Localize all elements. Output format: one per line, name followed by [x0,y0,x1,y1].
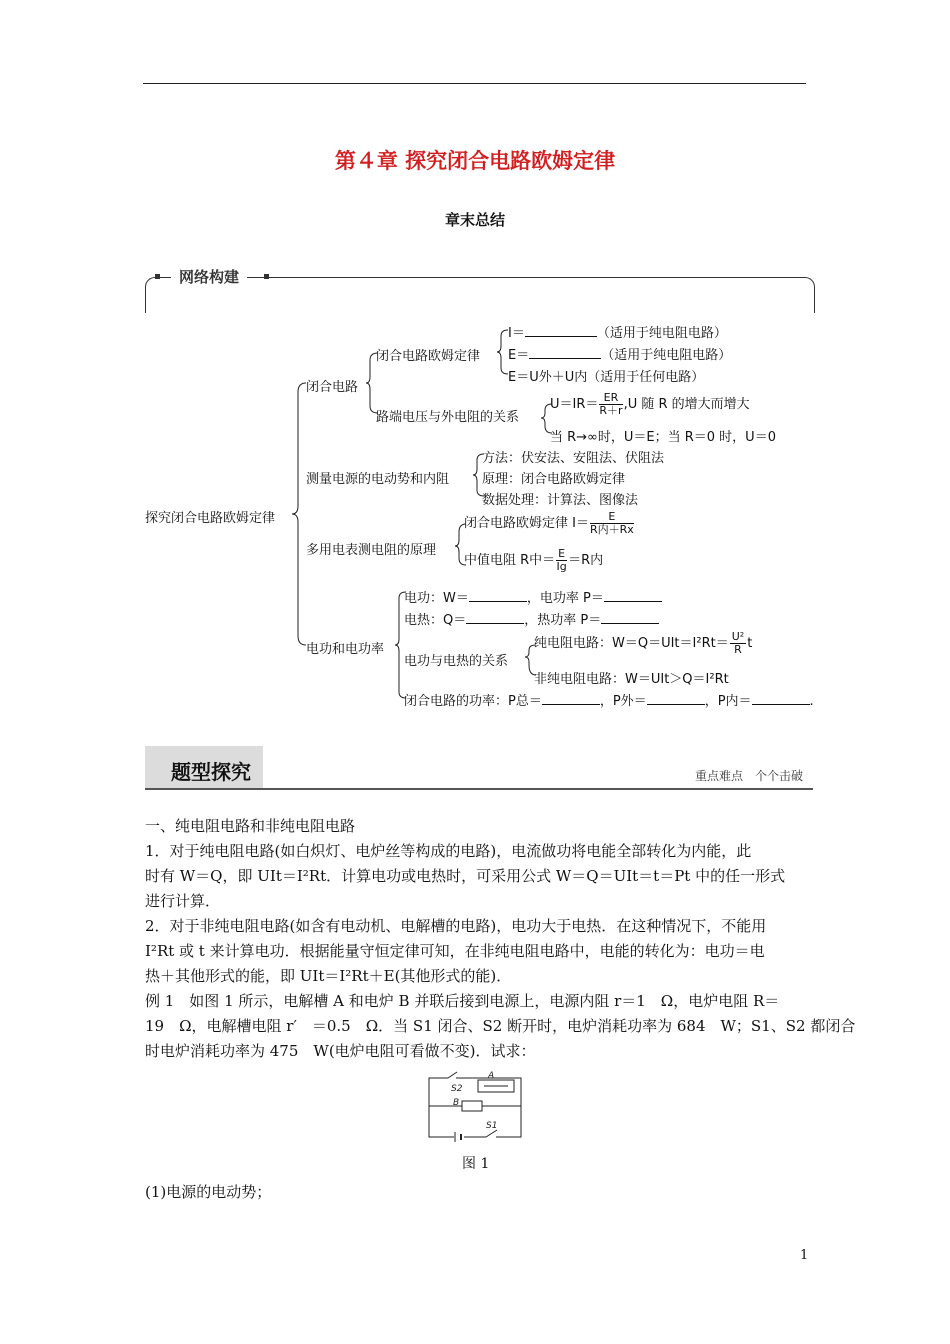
text: ，电功率 P＝ [526,591,604,606]
mindmap-b1-1: 闭合电路欧姆定律 [376,349,481,364]
page-subtitle: 章末总结 [444,211,505,229]
example-line: 时电炉消耗功率为 475 W(电炉电阻可看做不变)．试求： [145,1042,536,1060]
fill-blank[interactable] [525,324,597,337]
fraction [730,631,746,656]
mindmap-b4: 电功和电功率 [306,642,385,657]
mindmap-b1-2-a [550,392,750,417]
mindmap-b2-c: 数据处理：计算法、图像法 [482,493,639,508]
section-rule [145,788,813,790]
circuit-diagram [420,1068,530,1142]
text: 电热：Q＝ [404,613,467,628]
label-a: A [488,1071,495,1081]
paragraph-line: I²Rt 或 t 来计算电功．根据能量守恒定律可知，在非纯电阻电路中，电能的转化为：电功＝电 [145,942,765,960]
fraction [590,511,634,536]
mindmap-b3: 多用电表测电阻的原理 [306,543,437,558]
text: U＝IR＝ [550,397,599,412]
section-tagline: 重点难点 个个击破 [695,769,804,783]
mindmap-b3-a [464,511,635,536]
text: t [747,636,753,651]
figure-caption: 图 1 [462,1156,490,1172]
paragraph-line: 进行计算． [145,892,221,910]
mindmap-b1-2-b: 当 R→∞时，U＝E；当 R＝0 时，U＝0 [550,430,776,445]
fill-blank[interactable] [466,611,524,624]
mindmap-b1: 闭合电路 [306,380,359,395]
text: 闭合电路的功率：P总＝ [404,694,542,709]
label-s1: S1 [486,1121,498,1131]
mindmap-b4-d [404,690,814,709]
page-title: 第４章 探究闭合电路欧姆定律 [334,149,616,173]
numerator: E [590,511,634,524]
mindmap-b3-b [464,548,603,573]
example-line: 例 1 如图 1 所示，电解槽 A 和电炉 B 并联后接到电源上，电源内阻 r＝1 Ω，电炉电阻 R＝ [145,992,780,1010]
denominator: R内＋Rx [589,523,634,536]
example-line: 19 Ω，电解槽电阻 r′ ＝0.5 Ω．当 S1 闭合、S2 断开时，电炉消耗功率为 684 W；S1、S2 都闭合 [145,1017,856,1035]
text: 中值电阻 R中＝ [464,553,556,568]
text: ，P外＝ [599,694,647,709]
fill-blank[interactable] [601,611,659,624]
heading-pure-resistance: 一、纯电阻电路和非纯电阻电路 [145,817,356,835]
mindmap-b1-1-a [508,322,727,341]
paragraph-line: 时有 W＝Q，即 UIt＝I²Rt．计算电功或电热时，可采用公式 W＝Q＝UIt＝t＝Pt 中的任一形式 [145,867,786,885]
text: 纯电阻电路：W＝Q＝UIt＝I²Rt＝ [534,636,729,651]
fill-blank[interactable] [647,692,705,705]
text: ＝R内 [568,553,604,568]
fraction [599,392,622,417]
mindmap-b2: 测量电源的电动势和内阻 [306,472,450,487]
fill-blank[interactable] [604,589,662,602]
text: （适用于纯电阻电路） [596,326,727,341]
mindmap-b2-a: 方法：伏安法、安阻法、伏阻法 [482,451,665,466]
denominator: R＋r [599,404,623,417]
section-title: 题型探究 [171,760,251,784]
label-s2: S2 [451,1084,463,1094]
denominator: R [734,643,742,656]
text: （适用于纯电阻电路） [601,348,732,363]
text: ，热功率 P＝ [524,613,602,628]
network-header: 网络构建 [171,266,247,287]
fill-blank[interactable] [529,346,601,359]
numerator: E [558,547,566,560]
mindmap-b4-b [404,609,659,628]
mindmap-b4-c-1 [534,631,752,656]
label-b: B [453,1098,460,1108]
numerator: U² [731,630,745,643]
text: 闭合电路欧姆定律 I＝ [464,516,589,531]
mindmap-b1-1-b [508,344,731,363]
denominator: Ig [556,560,567,573]
mindmap-b1-1-c: E＝U外＋U内（适用于任何电路） [508,370,705,385]
text: E＝ [508,348,530,363]
text: . [809,694,814,709]
mindmap-b4-a [404,587,662,606]
numerator: ER [599,392,622,405]
fraction [556,548,567,573]
mindmap-b2-b: 原理：闭合电路欧姆定律 [482,472,626,487]
paragraph-line: 1．对于纯电阻电路(如白炽灯、电炉丝等构成的电路)，电流做功将电能全部转化为内能，此 [145,842,752,860]
fill-blank[interactable] [752,692,810,705]
page-number: 1 [800,1248,809,1263]
paragraph-line: 2．对于非纯电阻电路(如含有电动机、电解槽的电路)，电功大于电热．在这种情况下，不能用 [145,917,767,935]
fill-blank[interactable] [542,692,600,705]
mindmap-b1-2: 路端电压与外电阻的关系 [376,410,520,425]
question-1: (1)电源的电动势； [145,1183,272,1201]
mindmap-root: 探究闭合电路欧姆定律 [145,511,276,526]
fill-blank[interactable] [469,589,527,602]
text: 电功：W＝ [404,591,469,606]
mindmap-b4-c-2: 非纯电阻电路：W＝UIt＞Q＝I²Rt [534,672,729,687]
paragraph-line: 热＋其他形式的能，即 UIt＝I²Rt＋E(其他形式的能)． [145,967,512,985]
mindmap-b4-c: 电功与电热的关系 [404,654,509,669]
text: ，P内＝ [704,694,752,709]
text: ,U 随 R 的增大而增大 [623,397,750,412]
text: I＝ [508,326,525,341]
